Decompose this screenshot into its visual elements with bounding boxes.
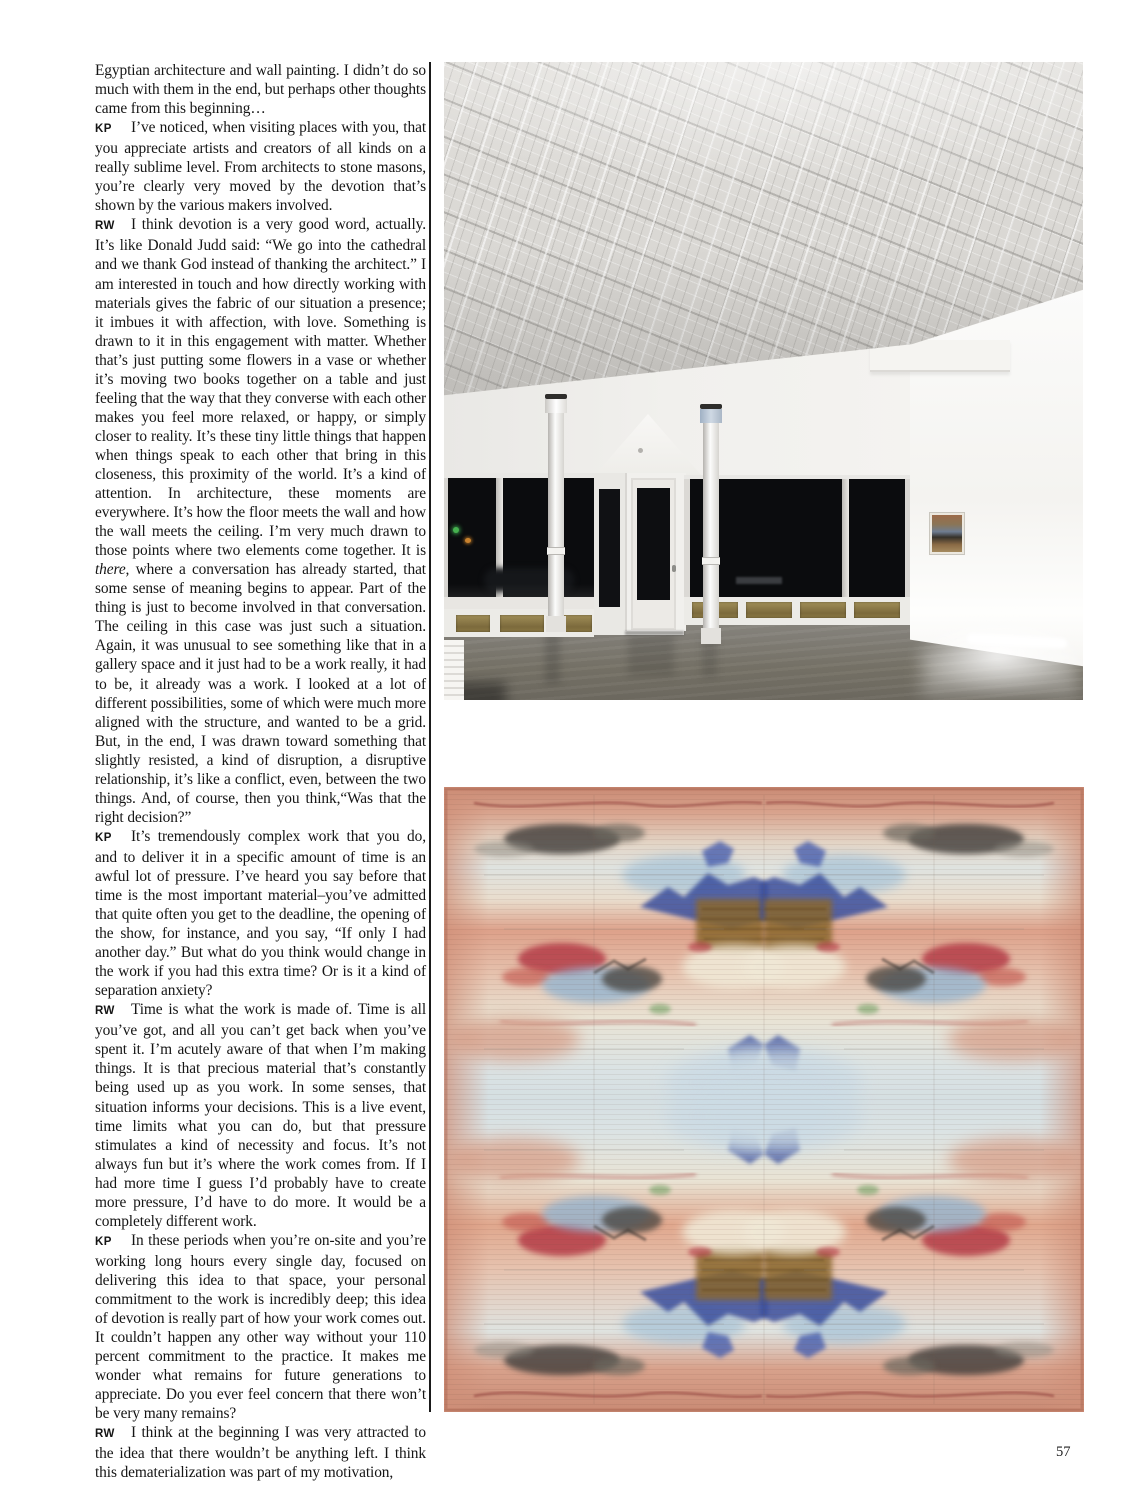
paragraph-text: I’ve noticed, when visiting places with you, that you appreciate artists and creators of all kinds on a really sublime level. From architects to stone masons, you’re clearly very moved by the devotion that’s shown by the various makers involved. bbox=[95, 119, 426, 215]
sprinkler-head bbox=[638, 448, 643, 453]
paragraph-text: Time is what the work is made of. Time is all you’ve got, and all you can’t get back when you’ve spent it. I’m acutely aware of that when I’m making things. It is that precious material that’s constantly being used up as you work. In some senses, that situation informs your decisions. This is a live event, time limits what you can do, but that pressure stimulates a kind of necessity and focus. It’s not always fun but it’s where the work comes from. If I had more time I guess I’d probably have to create more pressure, I’d have to do more. It would be a completely different work. bbox=[95, 1001, 426, 1230]
cast-iron-column bbox=[703, 408, 719, 644]
speaker-label: KP bbox=[95, 123, 112, 136]
brass-panel bbox=[500, 615, 544, 632]
floor-reflection bbox=[545, 632, 560, 684]
column-ring bbox=[547, 548, 565, 554]
paragraph bbox=[95, 827, 426, 1000]
knee-wall-left bbox=[444, 609, 594, 637]
paragraph bbox=[95, 118, 426, 215]
door-shadow bbox=[625, 631, 684, 635]
brass-panel bbox=[854, 602, 900, 618]
brass-panel bbox=[746, 602, 792, 618]
reversed-window-lettering bbox=[736, 577, 782, 584]
storefront-window-left bbox=[444, 473, 594, 614]
vestibule-side-window bbox=[599, 489, 620, 607]
gallery-photo bbox=[444, 62, 1083, 700]
speaker-label: RW bbox=[95, 1428, 115, 1441]
column-capital bbox=[700, 409, 722, 423]
speaker-label: KP bbox=[95, 831, 112, 844]
window-frame bbox=[684, 479, 690, 601]
traffic-light-amber bbox=[465, 538, 471, 543]
italic-term: there, bbox=[95, 561, 130, 579]
speaker-label: KP bbox=[95, 1235, 112, 1248]
paragraph bbox=[95, 1231, 426, 1423]
column-ring bbox=[702, 558, 720, 564]
brass-panel bbox=[456, 615, 490, 632]
column-capital bbox=[545, 399, 567, 413]
interview-column bbox=[95, 61, 426, 1482]
rug-artwork-image bbox=[444, 787, 1084, 1412]
door-glass bbox=[637, 488, 670, 600]
light-pool-reflection bbox=[922, 656, 1078, 696]
paragraph bbox=[95, 1000, 426, 1231]
column-rule bbox=[429, 62, 431, 1412]
paragraph bbox=[95, 61, 426, 118]
floor-reflection bbox=[628, 634, 674, 676]
paragraph bbox=[95, 215, 426, 827]
entry-vestibule bbox=[594, 473, 684, 635]
speaker-label: RW bbox=[95, 1005, 115, 1018]
speaker-label: RW bbox=[95, 220, 115, 233]
traffic-light-green bbox=[453, 527, 459, 533]
window-mullion bbox=[842, 479, 849, 601]
column-base bbox=[701, 628, 721, 644]
paragraph-text: Egyptian architecture and wall painting. I didn’t do so much with them in the end, but perhaps other thoughts came from this beginning… bbox=[95, 62, 426, 118]
paragraph-text: I think at the beginning I was very attracted to the idea that there wouldn’t be anything left. I think this dematerialization was part of my motivation, bbox=[95, 1424, 426, 1482]
column-base bbox=[546, 616, 566, 632]
paragraph bbox=[95, 1423, 426, 1482]
radiator bbox=[444, 640, 464, 700]
paragraph-text: where a conversation has already started, that some sense of meaning begins to appear. Part of the thing is just to become involved in that conversation. The ceiling in this case was just such a situation. Again, it was unusual to see something like that in a gallery space and it just had to be a work really, it had to be, it already was a work. I looked at a lot of different possibilities, some of which were much more aligned with the structure, and wanted to be a grid. But, in the end, I was drawn toward something that slightly resisted, a kind of disruption, a disruptive relationship, it’s like a conflict, even, between the two things. And, of course, then you think,“Was that the right decision?” bbox=[95, 561, 426, 826]
paragraph-text: I think devotion is a very good word, actually. It’s like Donald Judd said: “We go into the cathedral and we thank God instead of thanking the architect.” I am interested in touch and how directly working with materials gives the fabric of our situation a presence; it imbues it with affection, with love. Something is drawn to it in this engagement with matter. Whether that’s just putting some flowers in a vase or whether it’s moving two books together on a table and just feeling that the way that they converse with each other makes you feel more relaxed, or happy, or simply closer to reality. It’s these tiny little things that happen when things speak to each other that bring in this closeness, this proximity of the world. It’s a kind of attention. In architecture, these moments are everywhere. It’s how the floor meets the wall and how the wall meets the ceiling. I’m very much drawn to those points where two elements come together. It is bbox=[95, 216, 426, 560]
cast-iron-column bbox=[548, 398, 564, 632]
paragraph-text: It’s tremendously complex work that you do, and to deliver it in a specific amount of time is an awful lot of pressure. I’ve heard you say before that time is the most important material–you’ve admitted that quite often you get to the deadline, the opening of the show, for instance, and you say, “If only I had another day.” But what do you think would change in the work if you had this extra time? Or is it a kind of separation anxiety? bbox=[95, 827, 426, 1000]
page-number: 57 bbox=[1056, 1444, 1071, 1460]
brass-panel bbox=[800, 602, 846, 618]
window-frame bbox=[905, 479, 910, 601]
wall-artwork bbox=[930, 513, 964, 554]
window-sill bbox=[444, 597, 594, 609]
door-handle bbox=[672, 565, 676, 572]
paragraph-text: In these periods when you’re on-site and you’re working long hours every single day, focused on delivering this idea to that space, your personal commitment to the work is incredibly deep; this idea of devotion is really part of how your work comes out. It couldn’t happen any other way without your 110 percent commitment to the practice. It makes me wonder what remains for future generations to appreciate. Do you ever feel concern that there won’t be very many remains? bbox=[95, 1231, 426, 1423]
